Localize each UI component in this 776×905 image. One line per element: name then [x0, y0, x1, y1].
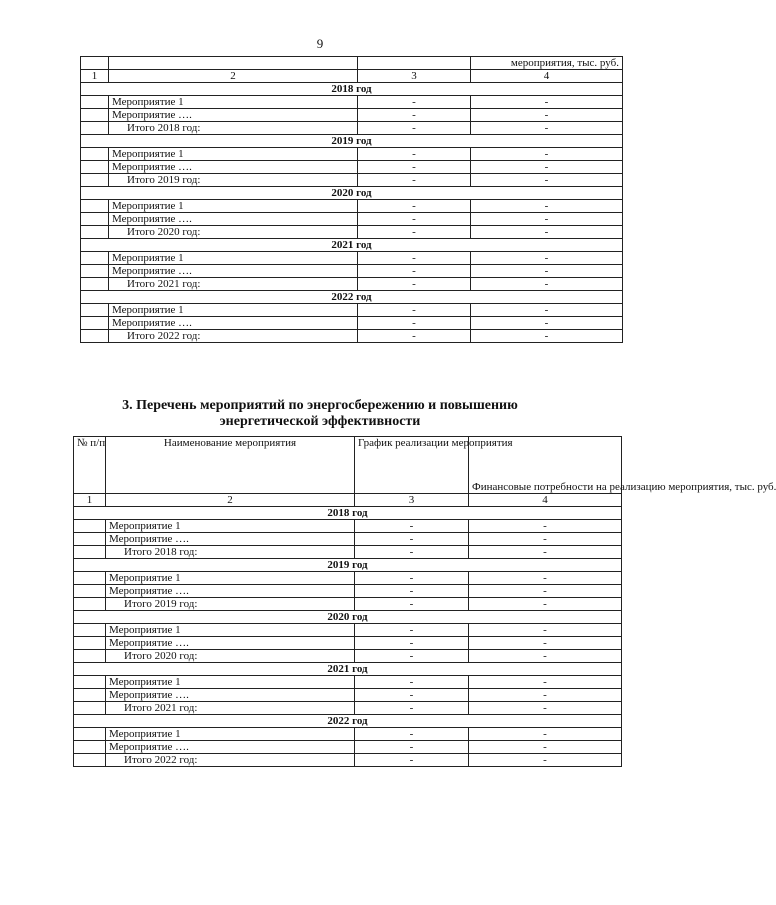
schedule-cell: -	[355, 585, 469, 598]
total-label: Итого 2020 год:	[106, 650, 355, 663]
table-row	[74, 637, 622, 650]
year-row	[81, 239, 623, 252]
row-number-cell	[74, 572, 106, 585]
table-row	[81, 304, 623, 317]
schedule-cell: -	[358, 226, 471, 239]
row-number-cell	[81, 304, 109, 317]
financing-cell: -	[469, 624, 622, 637]
activity-name: Мероприятие 1	[106, 676, 355, 689]
schedule-cell: -	[355, 572, 469, 585]
header-cell	[109, 57, 358, 70]
total-label: Итого 2018 год:	[106, 546, 355, 559]
row-number-cell	[74, 728, 106, 741]
financing-cell: -	[471, 200, 623, 213]
year-label: 2020 год	[81, 187, 623, 200]
schedule-cell: -	[358, 317, 471, 330]
year-row	[81, 291, 623, 304]
row-number-cell	[81, 317, 109, 330]
financing-cell: -	[469, 754, 622, 767]
schedule-cell: -	[355, 637, 469, 650]
row-number-cell	[74, 533, 106, 546]
section-heading-line-1: 3. Перечень мероприятий по энергосбережению и повышению	[122, 398, 518, 413]
financing-cell: -	[469, 637, 622, 650]
total-row	[81, 226, 623, 239]
row-number-cell	[81, 330, 109, 343]
header-name: Наименование мероприятия	[106, 437, 355, 494]
schedule-cell: -	[358, 265, 471, 278]
table-row	[81, 96, 623, 109]
activity-name: Мероприятие 1	[109, 304, 358, 317]
financing-cell: -	[471, 96, 623, 109]
table-row	[81, 109, 623, 122]
financing-cell: -	[471, 174, 623, 187]
year-row	[74, 507, 622, 520]
year-row	[74, 715, 622, 728]
financing-cell: -	[469, 702, 622, 715]
year-row	[81, 187, 623, 200]
schedule-cell: -	[355, 546, 469, 559]
activity-name: Мероприятие 1	[106, 624, 355, 637]
year-row	[81, 83, 623, 96]
table-row	[81, 213, 623, 226]
section-heading	[0, 398, 640, 430]
activity-name: Мероприятие ….	[106, 689, 355, 702]
activity-name: Мероприятие ….	[106, 533, 355, 546]
year-label: 2018 год	[81, 83, 623, 96]
row-number-cell	[74, 741, 106, 754]
table-row	[74, 572, 622, 585]
activity-name: Мероприятие ….	[109, 109, 358, 122]
row-number-cell	[74, 520, 106, 533]
schedule-cell: -	[355, 754, 469, 767]
table-row	[81, 265, 623, 278]
column-number: 3	[358, 70, 471, 83]
header-cell	[81, 57, 109, 70]
financing-cell: -	[469, 728, 622, 741]
row-number-cell	[74, 650, 106, 663]
year-label: 2018 год	[74, 507, 622, 520]
financing-cell: -	[469, 520, 622, 533]
table-row	[74, 728, 622, 741]
schedule-cell: -	[358, 200, 471, 213]
total-label: Итого 2022 год:	[106, 754, 355, 767]
schedule-cell: -	[355, 520, 469, 533]
column-number: 4	[469, 494, 622, 507]
schedule-cell: -	[358, 213, 471, 226]
table-row	[74, 533, 622, 546]
total-label: Итого 2018 год:	[109, 122, 358, 135]
row-number-cell	[81, 265, 109, 278]
financing-cell: -	[469, 585, 622, 598]
schedule-cell: -	[355, 624, 469, 637]
schedule-cell: -	[358, 161, 471, 174]
table-row	[74, 676, 622, 689]
row-number-cell	[74, 702, 106, 715]
year-label: 2021 год	[74, 663, 622, 676]
schedule-cell: -	[358, 122, 471, 135]
row-number-cell	[81, 213, 109, 226]
header-financing: Финансовые потребности на реализацию мероприятия, тыс. руб.	[469, 437, 622, 494]
financing-cell: -	[469, 676, 622, 689]
row-number-cell	[74, 546, 106, 559]
header-cell	[358, 57, 471, 70]
schedule-cell: -	[358, 330, 471, 343]
financing-cell: -	[471, 226, 623, 239]
row-number-cell	[74, 624, 106, 637]
activities-table-continued	[80, 56, 623, 343]
financing-cell: -	[471, 252, 623, 265]
financing-cell: -	[469, 533, 622, 546]
section-heading-line-2: энергетической эффективности	[219, 414, 421, 429]
schedule-cell: -	[355, 689, 469, 702]
row-number-cell	[74, 754, 106, 767]
total-label: Итого 2019 год:	[109, 174, 358, 187]
financing-cell: -	[469, 572, 622, 585]
total-row	[81, 330, 623, 343]
header-schedule: График реализации мероприятия	[355, 437, 469, 494]
activity-name: Мероприятие 1	[109, 252, 358, 265]
activity-name: Мероприятие ….	[106, 585, 355, 598]
row-number-cell	[74, 637, 106, 650]
header-number: № п/п	[74, 437, 106, 494]
activity-name: Мероприятие 1	[106, 728, 355, 741]
activity-name: Мероприятие 1	[109, 148, 358, 161]
total-row	[81, 174, 623, 187]
financing-cell: -	[469, 546, 622, 559]
activity-name: Мероприятие ….	[106, 741, 355, 754]
row-number-cell	[81, 226, 109, 239]
row-number-cell	[81, 109, 109, 122]
total-label: Итого 2021 год:	[109, 278, 358, 291]
year-label: 2019 год	[81, 135, 623, 148]
table-header-row	[74, 437, 622, 494]
financing-cell: -	[471, 330, 623, 343]
activity-name: Мероприятие ….	[109, 213, 358, 226]
column-number-row	[81, 70, 623, 83]
activity-name: Мероприятие ….	[109, 161, 358, 174]
table-row	[74, 624, 622, 637]
row-number-cell	[81, 161, 109, 174]
year-row	[74, 611, 622, 624]
schedule-cell: -	[355, 533, 469, 546]
financing-cell: -	[471, 304, 623, 317]
column-number: 2	[109, 70, 358, 83]
table-header-row	[81, 57, 623, 70]
financing-cell: -	[471, 265, 623, 278]
row-number-cell	[81, 148, 109, 161]
total-row	[74, 546, 622, 559]
schedule-cell: -	[358, 278, 471, 291]
year-label: 2022 год	[74, 715, 622, 728]
year-label: 2019 год	[74, 559, 622, 572]
row-number-cell	[74, 598, 106, 611]
total-row	[74, 650, 622, 663]
schedule-cell: -	[358, 148, 471, 161]
total-row	[81, 122, 623, 135]
activity-name: Мероприятие 1	[106, 572, 355, 585]
row-number-cell	[74, 676, 106, 689]
year-row	[74, 663, 622, 676]
year-label: 2022 год	[81, 291, 623, 304]
activity-name: Мероприятие 1	[109, 200, 358, 213]
row-number-cell	[81, 252, 109, 265]
financing-cell: -	[471, 317, 623, 330]
activity-name: Мероприятие ….	[106, 637, 355, 650]
year-row	[81, 135, 623, 148]
schedule-cell: -	[358, 96, 471, 109]
column-number: 1	[81, 70, 109, 83]
schedule-cell: -	[355, 598, 469, 611]
financing-cell: -	[469, 689, 622, 702]
row-number-cell	[81, 200, 109, 213]
activity-name: Мероприятие 1	[106, 520, 355, 533]
year-label: 2021 год	[81, 239, 623, 252]
table-row	[81, 161, 623, 174]
financing-cell: -	[469, 650, 622, 663]
schedule-cell: -	[358, 252, 471, 265]
table-row	[81, 148, 623, 161]
financing-cell: -	[469, 741, 622, 754]
financing-cell: -	[471, 278, 623, 291]
table-row	[81, 200, 623, 213]
schedule-cell: -	[355, 676, 469, 689]
total-row	[74, 754, 622, 767]
year-row	[74, 559, 622, 572]
schedule-cell: -	[355, 728, 469, 741]
table-row	[74, 520, 622, 533]
total-row	[74, 598, 622, 611]
year-label: 2020 год	[74, 611, 622, 624]
page-number: 9	[316, 36, 324, 51]
table-row	[81, 317, 623, 330]
table-row	[74, 585, 622, 598]
schedule-cell: -	[355, 741, 469, 754]
schedule-cell: -	[358, 109, 471, 122]
column-number: 1	[74, 494, 106, 507]
financing-cell: -	[471, 213, 623, 226]
schedule-cell: -	[355, 702, 469, 715]
column-number-row	[74, 494, 622, 507]
row-number-cell	[81, 122, 109, 135]
column-number: 2	[106, 494, 355, 507]
financing-cell: -	[469, 598, 622, 611]
activity-name: Мероприятие 1	[109, 96, 358, 109]
row-number-cell	[81, 96, 109, 109]
table-row	[81, 252, 623, 265]
financing-cell: -	[471, 161, 623, 174]
activity-name: Мероприятие ….	[109, 265, 358, 278]
total-label: Итого 2020 год:	[109, 226, 358, 239]
energy-saving-activities-table	[73, 436, 776, 767]
total-label: Итого 2021 год:	[106, 702, 355, 715]
schedule-cell: -	[358, 304, 471, 317]
column-number: 4	[471, 70, 623, 83]
table-row	[74, 741, 622, 754]
financing-cell: -	[471, 148, 623, 161]
header-cell: мероприятия, тыс. руб.	[471, 57, 623, 70]
schedule-cell: -	[358, 174, 471, 187]
total-row	[81, 278, 623, 291]
financing-cell: -	[471, 122, 623, 135]
total-row	[74, 702, 622, 715]
activity-name: Мероприятие ….	[109, 317, 358, 330]
total-label: Итого 2022 год:	[109, 330, 358, 343]
table-row	[74, 689, 622, 702]
financing-cell: -	[471, 109, 623, 122]
row-number-cell	[74, 689, 106, 702]
row-number-cell	[74, 585, 106, 598]
row-number-cell	[81, 278, 109, 291]
column-number: 3	[355, 494, 469, 507]
row-number-cell	[81, 174, 109, 187]
schedule-cell: -	[355, 650, 469, 663]
total-label: Итого 2019 год:	[106, 598, 355, 611]
